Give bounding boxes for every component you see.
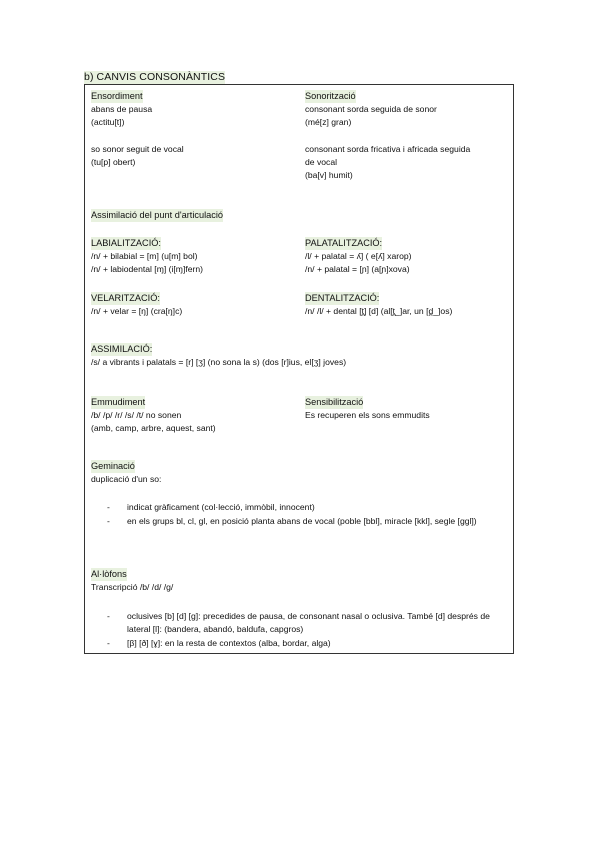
ensordiment-line: (tu[p] obert) [91,157,136,167]
geminacio-title: Geminació [91,461,135,471]
allofons-item: [β] [ð] [ɣ]: en la resta de contextos (alba, bordar, alga) [127,638,331,648]
sonoritzacio-block [305,90,470,182]
sonoritzacio-line: (ba[v] humit) [305,170,353,180]
velaritzacio-title: VELARITZACIÓ: [91,293,160,303]
labialitzacio-block [91,237,203,276]
allofons-item: oclusives [b] [d] [g]: precedides de pausa, de consonant nasal o oclusiva. També [d] després de lateral [l]: (bandera, abandó, baldufa, capgros) [127,611,490,634]
sensibilitzacio-title: Sensibilització [305,397,364,407]
emmudiment-line: (amb, camp, arbre, aquest, sant) [91,423,216,433]
dentalitzacio-title: DENTALITZACIÓ: [305,293,380,303]
labialitzacio-line: /n/ + bilabial = [m] (u[m] bol) [91,251,198,261]
palatalitzacio-line: /l/ + palatal = ʎ] ( e[ʎ] xarop) [305,251,412,261]
geminacio-intro: duplicació d'un so: [91,474,162,484]
ensordiment-line: so sonor seguit de vocal [91,144,184,154]
dash-bullet: - [107,611,110,621]
dash-bullet: - [107,516,110,526]
dash-bullet: - [107,502,110,512]
ensordiment-line: (actitu[t]) [91,117,125,127]
palatalitzacio-line: /n/ + palatal = [ɲ] (a[ɲ]xova) [305,264,410,274]
emmudiment-line: /b/ /p/ /r/ /s/ /t/ no sonen [91,410,182,420]
assimilacio-block [91,343,346,369]
assimilacio-punt-block [91,209,223,222]
assimilacio-punt-title: Assimilació del punt d'articulació [91,210,223,220]
geminacio-block [91,460,161,486]
palatalitzacio-title: PALATALITZACIÓ: [305,238,383,248]
velaritzacio-block [91,292,182,318]
sensibilitzacio-block [305,396,430,422]
sonoritzacio-title: Sonorització [305,91,356,101]
allofons-list [107,610,507,651]
dentalitzacio-block [305,292,452,318]
ensordiment-block [91,90,184,169]
section-heading: b) CANVIS CONSONÀNTICS [84,71,226,83]
dentalitzacio-line: /n/ /l/ + dental [t̪] [d] (al[t̪_]ar, un [d̪_]os) [305,306,453,316]
geminacio-item: indicat gràficament (col·lecció, immòbil, innocent) [127,502,315,512]
allofons-title: Al·lòfons [91,569,127,579]
labialitzacio-line: /n/ + labiodental [ɱ] (i[ɱ]fern) [91,264,204,274]
allofons-intro: Transcripció /b/ /d/ /g/ [91,582,174,592]
sonoritzacio-line: consonant sorda seguida de sonor [305,104,437,114]
dash-bullet: - [107,638,110,648]
sensibilitzacio-line: Es recuperen els sons emmudits [305,410,430,420]
labialitzacio-title: LABIALITZACIÓ: [91,238,161,248]
ensordiment-line: abans de pausa [91,104,153,114]
content-box [84,84,514,654]
sonoritzacio-line: de vocal [305,157,338,167]
assimilacio-title: ASSIMILACIÓ: [91,344,153,354]
palatalitzacio-block [305,237,412,276]
list-item [107,610,507,636]
velaritzacio-line: /n/ + velar = [ŋ] (cra[ŋ]c) [91,306,183,316]
emmudiment-title: Emmudiment [91,397,146,407]
sonoritzacio-line: (mé[z] gran) [305,117,352,127]
list-item [107,515,507,528]
assimilacio-line: /s/ a vibrants i palatals = [r] [ʒ] (no sona la s) (dos [r]ius, el[ʒ] joves) [91,357,347,367]
sonoritzacio-line: consonant sorda fricativa i africada seguida [305,144,471,154]
geminacio-item: en els grups bl, cl, gl, en posició planta abans de vocal (poble [bbl], miracle [kkl], segle [ggl]) [127,516,477,526]
allofons-block [91,568,173,594]
list-item [107,501,507,514]
list-item [107,637,507,650]
ensordiment-title: Ensordiment [91,91,143,101]
emmudiment-block [91,396,216,435]
geminacio-list [107,501,507,529]
